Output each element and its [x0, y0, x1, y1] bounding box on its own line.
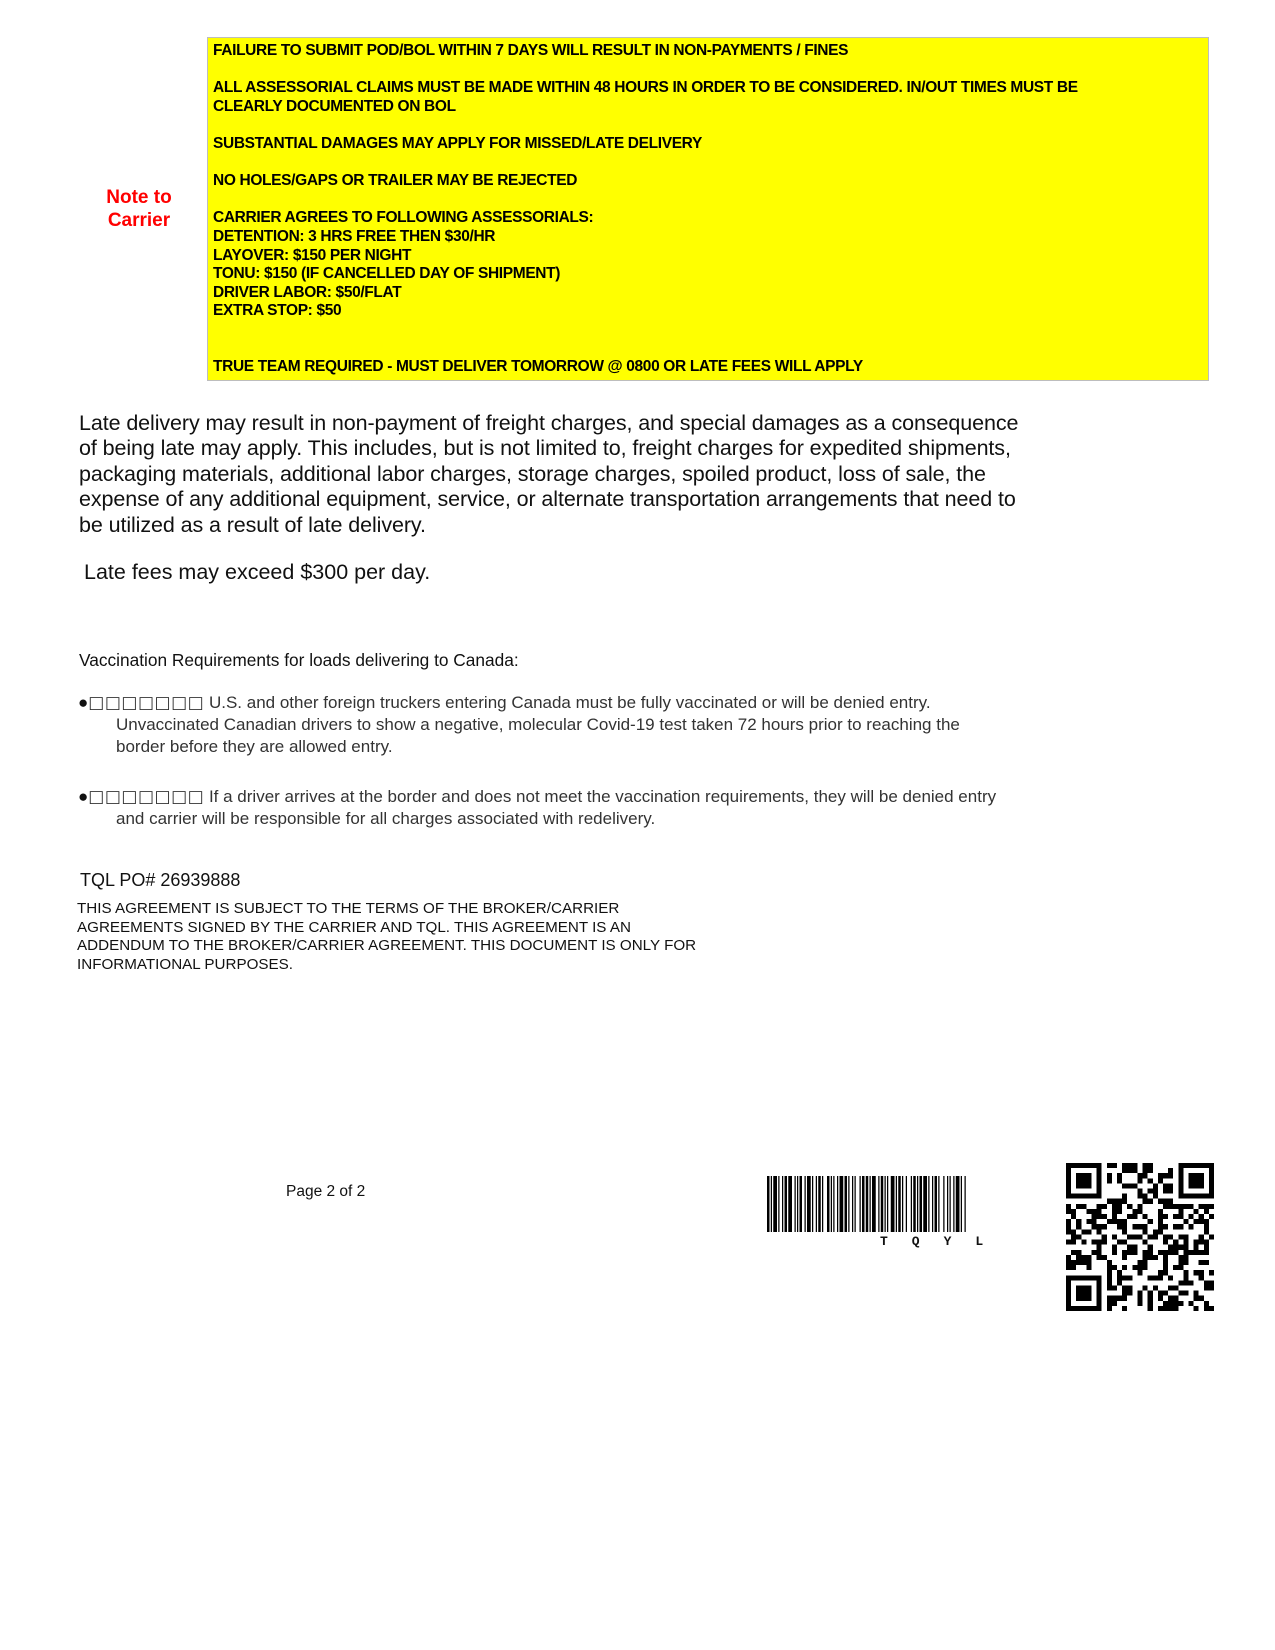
team-requirement-line: TRUE TEAM REQUIRED - MUST DELIVER TOMORROW @ 0800 OR LATE FEES WILL APPLY — [213, 357, 863, 375]
vaccination-item-text: If a driver arrives at the border and does not meet the vaccination requirements, they will be denied entry — [208, 787, 997, 806]
vaccination-heading: Vaccination Requirements for loads delivering to Canada: — [79, 650, 519, 670]
barcode-image — [767, 1176, 1052, 1232]
late-delivery-paragraph — [79, 411, 1109, 538]
paragraph-line: packaging materials, additional labor charges, storage charges, spoiled product, loss of sale, the — [79, 461, 986, 486]
vaccination-item — [78, 692, 1078, 758]
assessorial-item: LAYOVER: $150 PER NIGHT — [213, 246, 412, 264]
assessorial-item: TONU: $150 (IF CANCELLED DAY OF SHIPMENT) — [213, 265, 561, 283]
bullet-icon: ● — [78, 693, 89, 712]
bullet-icon: ● — [78, 787, 89, 806]
carrier-instructions-box — [207, 37, 1209, 381]
agreement-line: ADDENDUM TO THE BROKER/CARRIER AGREEMENT. THIS DOCUMENT IS ONLY FOR — [77, 937, 697, 955]
vaccination-item — [78, 786, 1078, 830]
note-to-carrier-label — [96, 186, 182, 232]
assessorials-heading: CARRIER AGREES TO FOLLOWING ASSESSORIALS: — [213, 209, 594, 227]
checkbox-glyphs: □□□□□□□ — [88, 787, 205, 807]
vaccination-item-text: U.S. and other foreign truckers entering Canada must be fully vaccinated or will be denied entry. — [208, 693, 931, 712]
paragraph-line: be utilized as a result of late delivery. — [79, 512, 426, 537]
tql-po-number: TQL PO# 26939888 — [80, 870, 241, 890]
instruction-line: ALL ASSESSORIAL CLAIMS MUST BE MADE WITHIN 48 HOURS IN ORDER TO BE CONSIDERED. IN/OUT TIMES MUST BE — [213, 79, 1078, 97]
note-label-line1: Note to — [106, 187, 172, 208]
note-label-line2: Carrier — [107, 210, 171, 231]
vaccination-item-text: border before they are allowed entry. — [116, 737, 393, 756]
paragraph-line: expense of any additional equipment, service, or alternate transportation arrangements that need to — [79, 487, 1016, 512]
agreement-line: AGREEMENTS SIGNED BY THE CARRIER AND TQL. THIS AGREEMENT IS AN — [77, 918, 631, 936]
instruction-line: CLEARLY DOCUMENTED ON BOL — [213, 97, 456, 115]
agreement-line: INFORMATIONAL PURPOSES. — [77, 955, 294, 973]
vaccination-item-text: and carrier will be responsible for all charges associated with redelivery. — [116, 809, 656, 828]
instruction-line: FAILURE TO SUBMIT POD/BOL WITHIN 7 DAYS WILL RESULT IN NON-PAYMENTS / FINES — [213, 42, 849, 59]
paragraph-line: Late delivery may result in non-payment of freight charges, and special damages as a consequence — [79, 411, 1019, 435]
qr-code-image — [1066, 1163, 1214, 1311]
instruction-line: SUBSTANTIAL DAMAGES MAY APPLY FOR MISSED/LATE DELIVERY — [213, 134, 702, 152]
assessorial-item: DETENTION: 3 HRS FREE THEN $30/HR — [213, 227, 496, 245]
assessorial-item: DRIVER LABOR: $50/FLAT — [213, 283, 402, 301]
page-number: Page 2 of 2 — [286, 1183, 366, 1200]
assessorial-item: EXTRA STOP: $50 — [213, 302, 342, 320]
checkbox-glyphs: □□□□□□□ — [88, 693, 205, 713]
paragraph-line: of being late may apply. This includes, but is not limited to, freight charges for expedited shipments, — [79, 436, 1011, 461]
agreement-text — [77, 900, 777, 974]
barcode-caption: TQYL — [880, 1234, 1008, 1249]
instruction-line: NO HOLES/GAPS OR TRAILER MAY BE REJECTED — [213, 172, 578, 190]
late-fees-text: Late fees may exceed $300 per day. — [84, 560, 431, 584]
vaccination-item-text: Unvaccinated Canadian drivers to show a negative, molecular Covid-19 test taken 72 hours prior to reaching the — [116, 715, 960, 734]
agreement-line: THIS AGREEMENT IS SUBJECT TO THE TERMS OF THE BROKER/CARRIER — [77, 900, 620, 917]
